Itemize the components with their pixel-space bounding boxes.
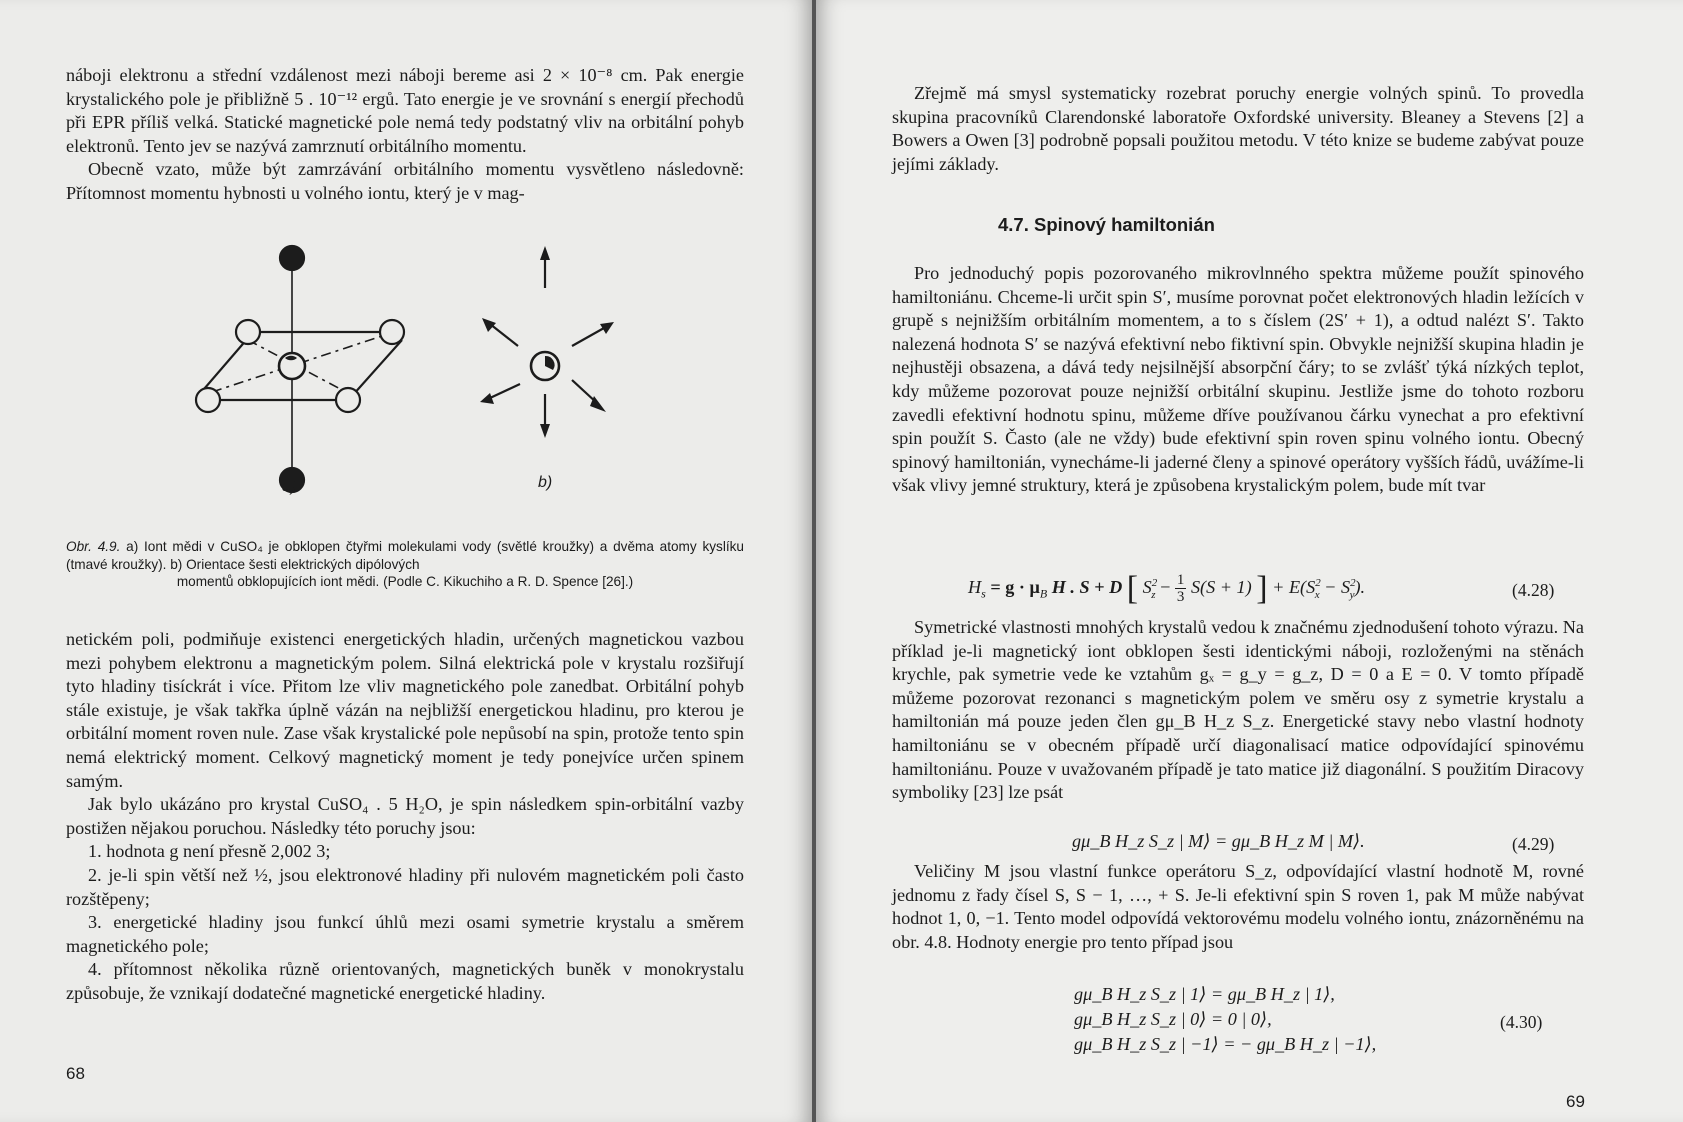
figure-b-drawing [480, 246, 614, 438]
left-page-number: 68 [66, 1064, 85, 1083]
figure-4-9 [160, 228, 660, 534]
eq-tail: + E(S [1272, 577, 1316, 598]
eq-tail3: ). [1354, 577, 1366, 598]
right-paragraph-3-block [892, 860, 1584, 954]
water-circle [196, 388, 220, 412]
list-item: 1. hodnota g není přesně 2,002 3; [88, 841, 331, 862]
equation-number: (4.30) [1500, 1012, 1543, 1032]
right-top-text [892, 82, 1584, 176]
equation-number: (4.28) [1512, 580, 1555, 600]
eq-bracket-content: S [1142, 577, 1152, 598]
equation-line: gμ_B H_z S_z | 1⟩ = gμ_B H_z | 1⟩, [1074, 984, 1335, 1004]
left-top-text [66, 64, 744, 206]
eq-frac-num: 1 [1176, 572, 1185, 589]
eq-lhs-sub: s [981, 586, 986, 601]
water-circle [380, 320, 404, 344]
left-paragraph-3: netickém poli, podmiňuje existenci energetických hladin, určených magnetickou vazbou mezi pohybem elektronu a magnetickým polem. Silná elektrická pole v krystalu rozšiřují tyto hladiny tisíckrát i více. Přitom lze vliv magnetického pole zanedbat. Orbitální pohyb stále existuje, je však takřka úplně vázán na nejbližší energetickou hladinu, pro kterou je orbitální moment roven nule. Zase však krystalické pole nepůsobí na spin, protože tento spin nemá elektrický moment. Celkový magnetický moment je tedy ponejvíce určen spinem samým. [66, 629, 744, 791]
figure-caption [66, 538, 744, 591]
left-top-paragraph: náboji elektronu a střední vzdálenost mezi náboji bereme asi 2 × 10⁻⁸ cm. Pak energie krystalického pole je přibližně 5 . 10⁻¹² ergů. Tato energie je ve srovnání s energií přechodů při EPR příliš velká. Statické magnetické pole nemá tedy podstatný vliv na orbitální pohyb elektronů. Tento jev se nazývá zamrznutí orbitálního momentu. [66, 65, 744, 156]
caption-label: Obr. 4.9. [66, 539, 121, 554]
eq-lhs: H [968, 577, 982, 598]
oxygen-atom [280, 246, 304, 270]
eq-rhs-b: H . S + D [1051, 577, 1123, 598]
figure-a-drawing [196, 246, 404, 492]
equation-4-29: gμ_B H_z S_z | M⟩ = gμ_B H_z M | M⟩. [1072, 831, 1365, 851]
left-page [0, 0, 812, 1122]
right-middle-text [892, 262, 1584, 498]
left-second-paragraph: Obecně vzato, může být zamrzávání orbitálního momentu vysvětleno následovně: Přítomnost momentu hybnosti u volného iontu, který je v mag- [66, 159, 744, 203]
figure-label-b: b) [538, 474, 553, 491]
eq-rest: S(S + 1) [1190, 577, 1252, 598]
caption-text: a) Iont mědi v CuSO₄ je obklopen čtyřmi molekulami vody (světlé kroužky) a dvěma atomy kyslíku (tmavé kroužky). b) Orientace šesti elektrických dipólových [66, 539, 744, 572]
figure-drawing [160, 228, 660, 534]
right-paragraph-1: Pro jednoduchý popis pozorovaného mikrovlnného spektra můžeme použít spinového hamiltoniánu. Chceme-li určit spin S′, musíme porovnat počet elektronových hladin ležících v grupě s nejnižším orbitálním momentem, a to s číslem (2S′ + 1), a odtud nalézt S′. Takto nalezená hodnota S′ se nazývá efektivní nebo fiktivní spin. Obvykle nejnižší skupina hladin je nejhustěji obsazena, a dává tedy nejsilnější absorpční čáry; to se zvlášť týká nízkých teplot, kdy můžeme pozorovat pouze nejnižší orbitální skupinu. Jestliže jsme do tohoto rozboru zavedli efektivní hodnotu spinu, můžeme dříve používanou čárku vynechat a pro efektivní spin použít S. Často (ale ne vždy) bude efektivní spin roven spinu volného iontu. Obecný spinový hamiltonián, vynecháme-li jaderné členy a spinové operátory vyšších řádů, uvážíme-li však vlivy jemné struktury, která je způsobena krystalickým polem, bude mít tvar [892, 263, 1584, 496]
eq-rhs-a: = g · μ [990, 577, 1040, 598]
section-heading: 4.7. Spinový hamiltonián [998, 214, 1215, 235]
list-item: 2. je-li spin větší než ½, jsou elektronové hladiny při nulovém magnetickém poli často rozštěpeny; [66, 864, 744, 909]
equation-line: gμ_B H_z S_z | 0⟩ = 0 | 0⟩, [1074, 1009, 1272, 1029]
list-item: 4. přítomnost několika různě orientovaných, magnetických buněk v monokrystalu způsobuje, že vznikají dodatečné magnetické energetické hladiny. [66, 959, 744, 1003]
equation-line: gμ_B H_z S_z | −1⟩ = − gμ_B H_z | −1⟩, [1074, 1034, 1377, 1054]
figure-label-a: a) [282, 478, 297, 495]
right-paragraph-2: Symetrické vlastnosti mnohých krystalů vedou k značnému zjednodušení tohoto výrazu. Na příklad je-li magnetický iont obklopen šesti identickými náboji, rozloženými na stěnách krychle, pak symetrie vede ke vztahům gₓ = g_y = g_z, D = 0 a E = 0. V tomto případě můžeme pozorovat rezonanci s magnetickým polem ve směru osy z symetrie krystalu a hamiltonián má pouze jeden člen gμ_B H_z S_z. Energetické stavy nebo vlastní hodnoty hamiltoniánu se v obecném případě určí diagonalisací matice odpovídající spinovému hamiltoniánu. Pouze v uvažovaném případě je tato matice již diagonální. S použitím Diracovy symboliky [23] lze psát [892, 617, 1584, 803]
left-paragraph-4: Jak bylo ukázáno pro krystal CuSO₄ . 5 H₂O, je spin následkem spin-orbitální vazby postižen nějakou poruchou. Následky této poruchy jsou: [66, 794, 744, 838]
water-circle [336, 388, 360, 412]
water-circle [236, 320, 260, 344]
equation-number: (4.29) [1512, 834, 1555, 854]
eq-tail2: − S [1319, 577, 1351, 598]
eq-frac-den: 3 [1176, 589, 1185, 606]
right-paragraph-2-block [892, 616, 1584, 805]
equation-4-28: $H_s = g \cdot \mu_B$ H . S + D [ $S^2_z$ − $\frac{1}{3}$ S(S + 1) ] + $E(S^2_x - S^2_y)$. [968, 570, 1366, 608]
right-top-paragraph: Zřejmě má smysl systematicky rozebrat poruchy energie volných spinů. To provedla skupina pracovníků Clarendonské laboratoře Oxfordské university. Bleaney a Stevens [2] a Bowers a Owen [3] podrobně popsali použitou metodu. V této knize se budeme zabývat pouze jejími základy. [892, 83, 1584, 174]
list-item: 3. energetické hladiny jsou funkcí úhlů mezi osami symetrie krystalu a směrem magnetického pole; [66, 912, 744, 956]
right-paragraph-3: Veličiny M jsou vlastní funkce operátoru S_z, odpovídající vlastní hodnotě M, rovné jednomu z řady čísel S, S − 1, …, + S. Je-li efektivní spin S roven 1, pak M může nabývat hodnot 1, 0, −1. Tento model odpovídá vektorovému modelu volného iontu, znázorněnému na obr. 4.8. Hodnoty energie pro tento případ jsou [892, 861, 1584, 952]
equation-4-30 [1074, 982, 1376, 1057]
caption-last-line: momentů obklopujících iont mědi. (Podle C. Kikuchiho a R. D. Spence [26].) [176, 574, 634, 589]
left-bottom-text [66, 628, 744, 1006]
right-page-number: 69 [1566, 1092, 1585, 1111]
